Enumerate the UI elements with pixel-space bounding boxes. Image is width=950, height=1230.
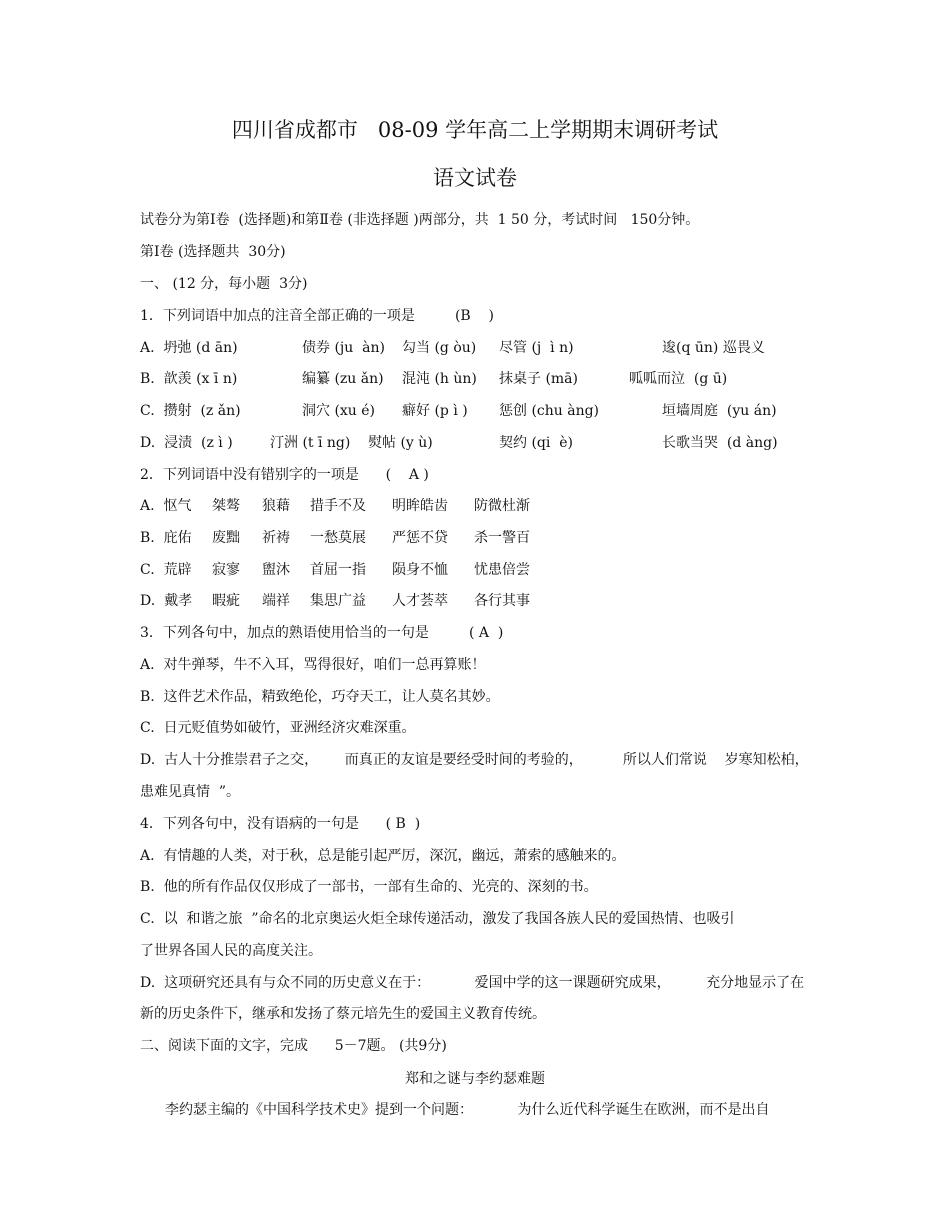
question-stem: 4．下列各句中，没有语病的一句是 ( B ) [140, 816, 421, 832]
option-line: 了世界各国人民的高度关注。 [140, 943, 322, 959]
option-cell: 契约 (qi è) [499, 435, 573, 451]
section-heading: 一、 (12 分，每小题 3分) [140, 276, 308, 292]
option-cell: 癖好 (p ì ) [402, 403, 468, 419]
option-cell: D. 浸渍 (z ì ) [140, 435, 233, 451]
option-cell: 桀骜 [212, 498, 240, 514]
option-cell: 债券 (ju àn) [302, 340, 385, 356]
option-cell: 编纂 (zu ǎn) [302, 371, 384, 387]
option-cell: 熨帖 (y ù) [368, 435, 433, 451]
option-cell: 杀一警百 [474, 530, 530, 546]
option-line: D. 古人十分推崇君子之交， 而真正的友谊是要经受时间的考验的， 所以人们常说 岁寒知松柏， [140, 752, 809, 768]
option-cell: 洞穴 (xu é) [302, 403, 376, 419]
option-cell: 长歌当哭 (d àng) [662, 435, 778, 451]
option-line: B. 这件艺术作品，精致绝伦，巧夺天工，让人莫名其妙。 [140, 689, 500, 705]
option-cell: A. 坍弛 (d ān) [140, 340, 238, 356]
question-stem: 2．下列词语中没有错别字的一项是 ( A ) [140, 467, 429, 483]
passage-title: 郑和之谜与李约瑟难题 [405, 1071, 545, 1087]
option-line: A. 对牛弹琴，牛不入耳，骂得很好，咱们一总再算账！ [140, 657, 486, 673]
section-heading: 二、阅读下面的文字，完成 5－7题。 (共9分) [140, 1038, 447, 1054]
option-cell: 狼藉 [262, 498, 290, 514]
option-line: 患难见真情 ”。 [140, 784, 241, 800]
option-cell: 集思广益 [310, 593, 366, 609]
option-cell: 措手不及 [310, 498, 366, 514]
option-line: D. 这项研究还具有与众不同的历史意义在于： 爱国中学的这一课题研究成果， 充分地显示了在 [140, 975, 805, 991]
option-cell: 汀洲 (t ī ng) [270, 435, 351, 451]
option-cell: 废黜 [212, 530, 240, 546]
option-line: 新的历史条件下，继承和发扬了蔡元培先生的爱国主义教育传统。 [140, 1006, 546, 1022]
option-cell: 首屈一指 [310, 562, 366, 578]
option-cell: 陨身不恤 [392, 562, 448, 578]
question-stem: 3．下列各句中，加点的熟语使用恰当的一句是 ( A ) [140, 625, 504, 641]
option-cell: 防微杜渐 [474, 498, 530, 514]
page-subtitle: 语文试卷 [433, 166, 517, 190]
option-cell: C. 荒辟 [140, 562, 192, 578]
option-cell: 人才荟萃 [392, 593, 448, 609]
option-cell: 严惩不贷 [392, 530, 448, 546]
option-cell: 惩创 (chu àng) [499, 403, 600, 419]
option-cell: 寂寥 [212, 562, 240, 578]
passage-text: 李约瑟主编的《中国科学技术史》提到一个问题： 为什么近代科学诞生在欧洲，而不是出自 [165, 1102, 770, 1118]
option-cell: 尽管 (j ì n) [499, 340, 574, 356]
option-cell: 一愁莫展 [310, 530, 366, 546]
option-line: C. 以 和谐之旅 ”命名的北京奥运火炬全球传递活动，激发了我国各族人民的爱国热情、也吸引 [140, 911, 735, 927]
option-cell: 暇疵 [212, 593, 240, 609]
option-cell: 逡(q ūn) 巡畏义 [662, 340, 765, 356]
question-stem: 1．下列词语中加点的注音全部正确的一项是 (B ) [140, 308, 494, 324]
part-heading: 第Ⅰ卷 (选择题共 30分) [140, 244, 286, 260]
option-cell: B. 庇佑 [140, 530, 192, 546]
option-cell: 祈祷 [262, 530, 290, 546]
option-cell: 明眸皓齿 [392, 498, 448, 514]
option-cell: 抹桌子 (mā) [499, 371, 578, 387]
option-line: A. 有情趣的人类，对于秋，总是能引起严厉，深沉，幽远，萧索的感触来的。 [140, 848, 626, 864]
option-cell: 盥沐 [262, 562, 290, 578]
option-cell: 端祥 [262, 593, 290, 609]
option-cell: B. 歆羡 (x ī n) [140, 371, 238, 387]
option-cell: D. 戴孝 [140, 593, 193, 609]
page-title: 四川省成都市 08-09 学年高二上学期期末调研考试 [231, 118, 719, 142]
option-cell: A. 怄气 [140, 498, 192, 514]
option-cell: 混沌 (h ùn) [402, 371, 477, 387]
option-cell: 呱呱而泣 (g ū) [629, 371, 728, 387]
option-cell: 各行其事 [474, 593, 530, 609]
intro-text: 试卷分为第Ⅰ卷 (选择题)和第Ⅱ卷 (非选择题 )两部分，共 1 50 分，考试时间 150分钟。 [140, 212, 700, 228]
option-line: B. 他的所有作品仅仅形成了一部书，一部有生命的、光亮的、深刻的书。 [140, 879, 598, 895]
option-cell: 忧患倍尝 [474, 562, 530, 578]
option-line: C. 日元贬值势如破竹，亚洲经济灾难深重。 [140, 720, 416, 736]
option-cell: 垣墙周庭 (yu án) [662, 403, 777, 419]
option-cell: C. 攒射 (z ǎn) [140, 403, 241, 419]
option-cell: 勾当 (g òu) [402, 340, 477, 356]
